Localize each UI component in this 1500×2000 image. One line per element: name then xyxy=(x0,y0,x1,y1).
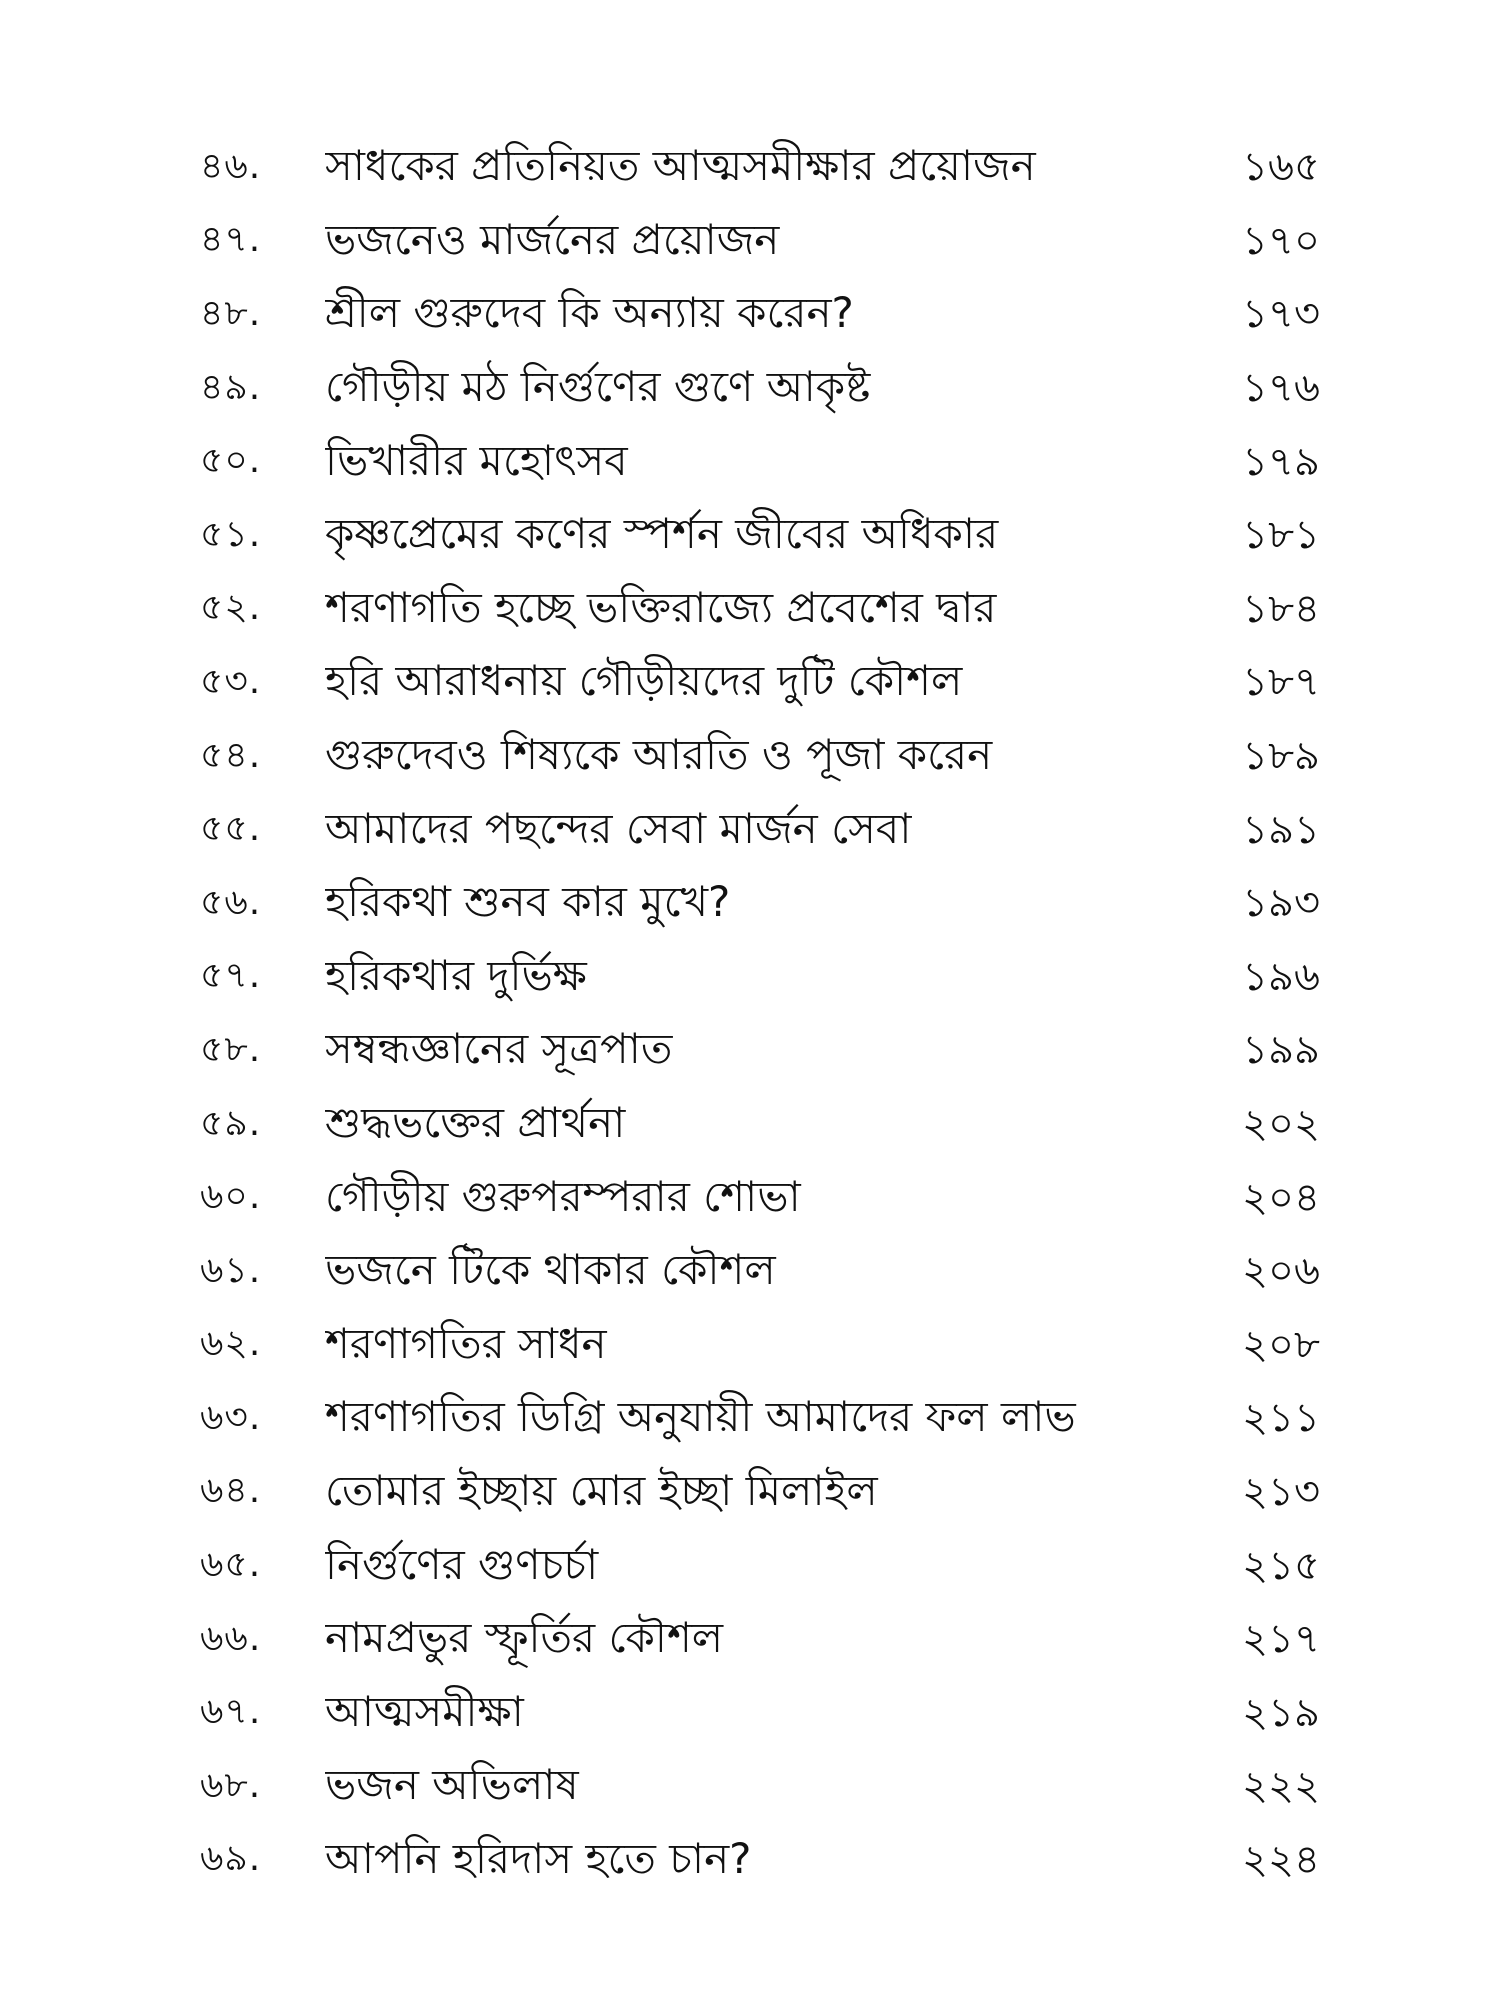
toc-entry xyxy=(200,1089,1320,1163)
entry-number: ৬৪. xyxy=(200,1470,262,1512)
toc-entry xyxy=(200,353,1320,427)
entry-number: ৪৮. xyxy=(200,292,262,334)
toc-entry xyxy=(200,1015,1320,1089)
entry-page-number: ১৭৬ xyxy=(1242,365,1320,412)
entry-title: ভজনেও মার্জনের প্রয়োজন xyxy=(325,214,780,264)
toc-entry xyxy=(200,1383,1320,1457)
entry-page-number: ১৭৩ xyxy=(1242,291,1320,338)
table-of-contents xyxy=(200,132,1320,1898)
entry-page-number: ২১৩ xyxy=(1242,1468,1320,1515)
entry-page-number: ২০৬ xyxy=(1241,1248,1320,1295)
entry-number: ৬৫. xyxy=(200,1544,262,1586)
entry-title: গৌড়ীয় মঠ নির্গুণের গুণে আকৃষ্ট xyxy=(325,362,871,412)
toc-entry xyxy=(200,132,1320,206)
entry-title: হরিকথার দুর্ভিক্ষ xyxy=(325,950,587,1000)
entry-number: ৫৬. xyxy=(200,881,262,923)
entry-number: ৬৮. xyxy=(200,1764,262,1806)
entry-title: তোমার ইচ্ছায় মোর ইচ্ছা মিলাইল xyxy=(325,1465,878,1515)
entry-title: গুরুদেবও শিষ্যকে আরতি ও পূজা করেন xyxy=(325,730,993,780)
entry-page-number: ১৯৯ xyxy=(1242,1027,1320,1074)
entry-page-number: ১৬৫ xyxy=(1242,144,1320,191)
entry-number: ৬১. xyxy=(200,1249,262,1291)
entry-page-number: ২১৫ xyxy=(1242,1542,1320,1589)
toc-entry xyxy=(200,574,1320,648)
entry-number: ৫৫. xyxy=(200,808,262,850)
entry-title: শরণাগতির ডিগ্রি অনুযায়ী আমাদের ফল লাভ xyxy=(325,1392,1076,1442)
entry-page-number: ১৯৩ xyxy=(1242,880,1320,927)
toc-entry xyxy=(200,1751,1320,1825)
toc-entry xyxy=(200,647,1320,721)
entry-title: ভজনে টিকে থাকার কৌশল xyxy=(325,1245,776,1295)
toc-entry xyxy=(200,942,1320,1016)
toc-entry xyxy=(200,868,1320,942)
entry-title: শ্রীল গুরুদেব কি অন্যায় করেন? xyxy=(325,288,854,338)
entry-number: ৬৬. xyxy=(200,1617,262,1659)
toc-entry xyxy=(200,794,1320,868)
entry-page-number: ২০৪ xyxy=(1242,1174,1320,1221)
entry-title: আপনি হরিদাস হতে চান? xyxy=(325,1833,752,1883)
entry-number: ৫৪. xyxy=(200,734,262,776)
toc-entry xyxy=(200,1677,1320,1751)
entry-page-number: ২১১ xyxy=(1242,1395,1320,1442)
toc-entry xyxy=(200,1162,1320,1236)
toc-entry xyxy=(200,1825,1320,1899)
entry-number: ৪৯. xyxy=(200,366,262,408)
entry-page-number: ২২২ xyxy=(1241,1763,1320,1810)
entry-number: ৬৯. xyxy=(200,1838,262,1880)
entry-title: সাধকের প্রতিনিয়ত আত্মসমীক্ষার প্রয়োজন xyxy=(325,141,1036,191)
entry-number: ৫৩. xyxy=(200,660,262,702)
entry-page-number: ২০৮ xyxy=(1242,1321,1320,1368)
entry-title: শুদ্ধভক্তের প্রার্থনা xyxy=(325,1098,626,1148)
entry-number: ৪৭. xyxy=(200,219,262,261)
entry-page-number: ২১৭ xyxy=(1242,1616,1320,1663)
toc-entry xyxy=(200,1604,1320,1678)
entry-number: ৫০. xyxy=(200,440,262,482)
entry-number: ৬৭. xyxy=(200,1691,262,1733)
toc-entry xyxy=(200,1236,1320,1310)
entry-title: কৃষ্ণপ্রেমের কণের স্পর্শন জীবের অধিকার xyxy=(325,509,999,559)
entry-number: ৪৬. xyxy=(200,145,262,187)
entry-title: শরণাগতি হচ্ছে ভক্তিরাজ্যে প্রবেশের দ্বার xyxy=(325,582,997,632)
toc-entry xyxy=(200,1457,1320,1531)
entry-title: আমাদের পছন্দের সেবা মার্জন সেবা xyxy=(325,803,912,853)
entry-number: ৬৩. xyxy=(200,1396,262,1438)
entry-page-number: ১৭০ xyxy=(1242,217,1320,264)
entry-number: ৬২. xyxy=(200,1323,262,1365)
entry-page-number: ১৭৯ xyxy=(1242,438,1320,485)
entry-page-number: ১৮৯ xyxy=(1242,733,1320,780)
entry-title: শরণাগতির সাধন xyxy=(325,1318,607,1368)
entry-number: ৬০. xyxy=(200,1176,262,1218)
entry-number: ৫৮. xyxy=(200,1028,262,1070)
toc-entry xyxy=(200,426,1320,500)
toc-entry xyxy=(200,721,1320,795)
entry-page-number: ১৮৪ xyxy=(1242,585,1320,632)
entry-title: গৌড়ীয় গুরুপরম্পরার শোভা xyxy=(325,1171,801,1221)
toc-entry xyxy=(200,279,1320,353)
entry-page-number: ১৯১ xyxy=(1242,806,1320,853)
entry-page-number: ২০২ xyxy=(1241,1101,1320,1148)
entry-page-number: ১৮১ xyxy=(1242,512,1320,559)
entry-title: সম্বন্ধজ্ঞানের সূত্রপাত xyxy=(325,1024,673,1074)
entry-number: ৫২. xyxy=(200,587,262,629)
toc-entry xyxy=(200,500,1320,574)
entry-page-number: ২১৯ xyxy=(1242,1689,1320,1736)
entry-page-number: ২২৪ xyxy=(1242,1836,1320,1883)
entry-page-number: ১৮৭ xyxy=(1242,659,1320,706)
entry-number: ৫১. xyxy=(200,513,262,555)
entry-number: ৫৯. xyxy=(200,1102,262,1144)
toc-entry xyxy=(200,1530,1320,1604)
entry-title: ভজন অভিলাষ xyxy=(325,1760,579,1810)
entry-title: হরি আরাধনায় গৌড়ীয়দের দুটি কৌশল xyxy=(325,656,963,706)
entry-title: ভিখারীর মহোৎসব xyxy=(325,435,628,485)
entry-page-number: ১৯৬ xyxy=(1242,953,1320,1000)
entry-title: হরিকথা শুনব কার মুখে? xyxy=(325,877,731,927)
entry-number: ৫৭. xyxy=(200,955,262,997)
entry-title: নির্গুণের গুণচর্চা xyxy=(325,1539,599,1589)
entry-title: আত্মসমীক্ষা xyxy=(325,1686,524,1736)
toc-entry xyxy=(200,1310,1320,1384)
toc-entry xyxy=(200,206,1320,280)
entry-title: নামপ্রভুর স্ফূর্তির কৌশল xyxy=(325,1613,724,1663)
